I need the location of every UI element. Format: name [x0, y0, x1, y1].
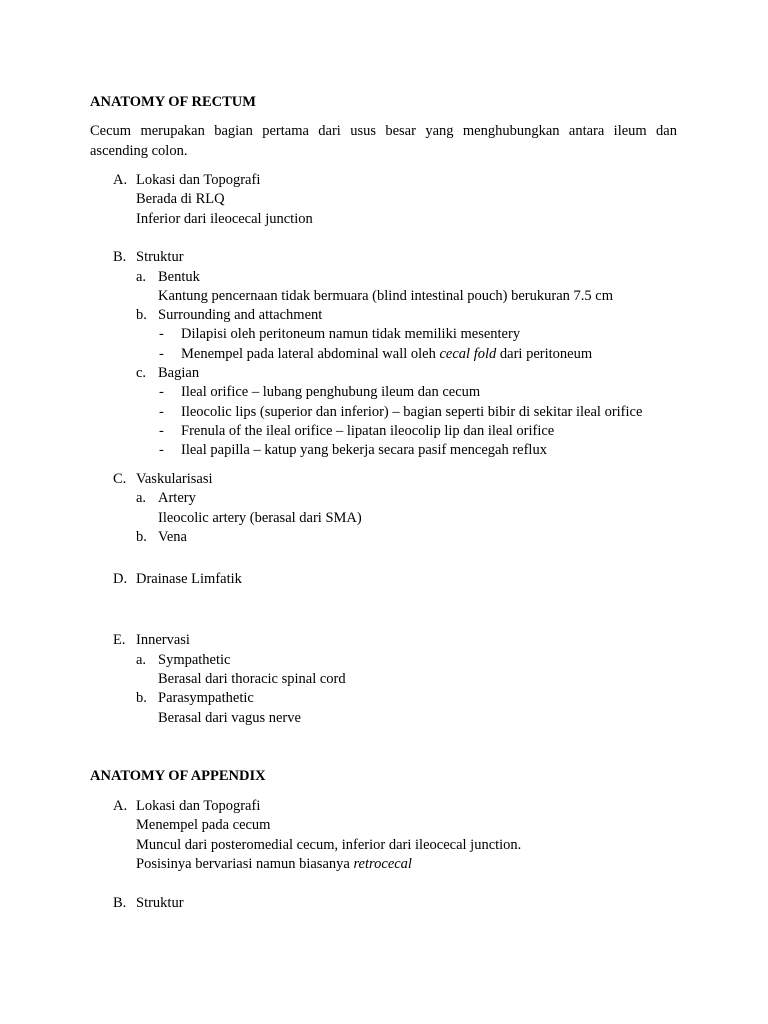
sublist-marker: a.	[136, 490, 147, 506]
list-item-title: Lokasi dan Topografi	[136, 798, 261, 814]
sublist-item-text: Ileocolic artery (berasal dari SMA)	[158, 510, 362, 526]
list-marker: A.	[113, 172, 128, 188]
sublist-marker: c.	[136, 365, 147, 381]
sublist-item-title: Vena	[158, 529, 187, 545]
bullet-item: Ileal orifice – lubang penghubung ileum dan cecum	[181, 384, 481, 400]
list-marker: D.	[113, 571, 128, 587]
bullet-item-text: dari peritoneum	[496, 346, 593, 362]
sublist-item-text: Kantung pencernaan tidak bermuara (blind intestinal pouch) berukuran 7.5 cm	[158, 288, 613, 304]
dash-bullet: -	[159, 384, 164, 400]
sublist-marker: b.	[136, 307, 147, 323]
list-item-emphasis: retrocecal	[353, 856, 412, 872]
intro-paragraph-line: Cecum merupakan bagian pertama dari usus besar yang menghubungkan antara ileum dan	[90, 123, 677, 139]
list-item-text: Inferior dari ileocecal junction	[136, 211, 313, 227]
list-item-title: Drainase Limfatik	[136, 571, 242, 587]
sublist-item-title: Bagian	[158, 365, 200, 381]
list-marker: B.	[113, 895, 127, 911]
list-item-title: Innervasi	[136, 632, 190, 648]
section-heading-rectum: ANATOMY OF RECTUM	[90, 94, 256, 110]
bullet-item-emphasis: cecal fold	[439, 346, 497, 362]
list-marker: A.	[113, 798, 128, 814]
dash-bullet: -	[159, 346, 164, 362]
bullet-item: Dilapisi oleh peritoneum namun tidak memiliki mesentery	[181, 326, 521, 342]
list-marker: E.	[113, 632, 126, 648]
list-item-title: Struktur	[136, 249, 184, 265]
sublist-item-title: Artery	[158, 490, 196, 506]
intro-paragraph-line: ascending colon.	[90, 143, 188, 159]
dash-bullet: -	[159, 326, 164, 342]
sublist-item-title: Parasympathetic	[158, 690, 254, 706]
list-marker: C.	[113, 471, 127, 487]
list-item-text: Menempel pada cecum	[136, 817, 271, 833]
bullet-item: Ileal papilla – katup yang bekerja secara pasif mencegah reflux	[181, 442, 547, 458]
sublist-item-text: Berasal dari thoracic spinal cord	[158, 671, 346, 687]
sublist-marker: a.	[136, 652, 147, 668]
sublist-item-text: Berasal dari vagus nerve	[158, 710, 301, 726]
list-item-title: Lokasi dan Topografi	[136, 172, 261, 188]
list-item-title: Vaskularisasi	[136, 471, 213, 487]
dash-bullet: -	[159, 404, 164, 420]
bullet-item	[181, 345, 592, 364]
bullet-item: Frenula of the ileal orifice – lipatan ileocolip lip dan ileal orifice	[181, 423, 555, 439]
list-item-text: Muncul dari posteromedial cecum, inferior dari ileocecal junction.	[136, 837, 522, 853]
bullet-item: Ileocolic lips (superior dan inferior) – bagian seperti bibir di sekitar ileal orifice	[181, 404, 643, 420]
dash-bullet: -	[159, 442, 164, 458]
sublist-item-title: Sympathetic	[158, 652, 231, 668]
bullet-item-text: Menempel pada lateral abdominal wall oleh	[181, 346, 440, 362]
list-item-title: Struktur	[136, 895, 184, 911]
sublist-item-title: Surrounding and attachment	[158, 307, 323, 323]
sublist-marker: b.	[136, 690, 147, 706]
list-item-text: Berada di RLQ	[136, 191, 225, 207]
sublist-marker: b.	[136, 529, 147, 545]
dash-bullet: -	[159, 423, 164, 439]
list-marker: B.	[113, 249, 127, 265]
list-item-text	[136, 855, 412, 874]
sublist-item-title: Bentuk	[158, 269, 200, 285]
section-heading-appendix: ANATOMY OF APPENDIX	[90, 768, 266, 784]
list-item-text-part: Posisinya bervariasi namun biasanya	[136, 856, 354, 872]
sublist-marker: a.	[136, 269, 147, 285]
